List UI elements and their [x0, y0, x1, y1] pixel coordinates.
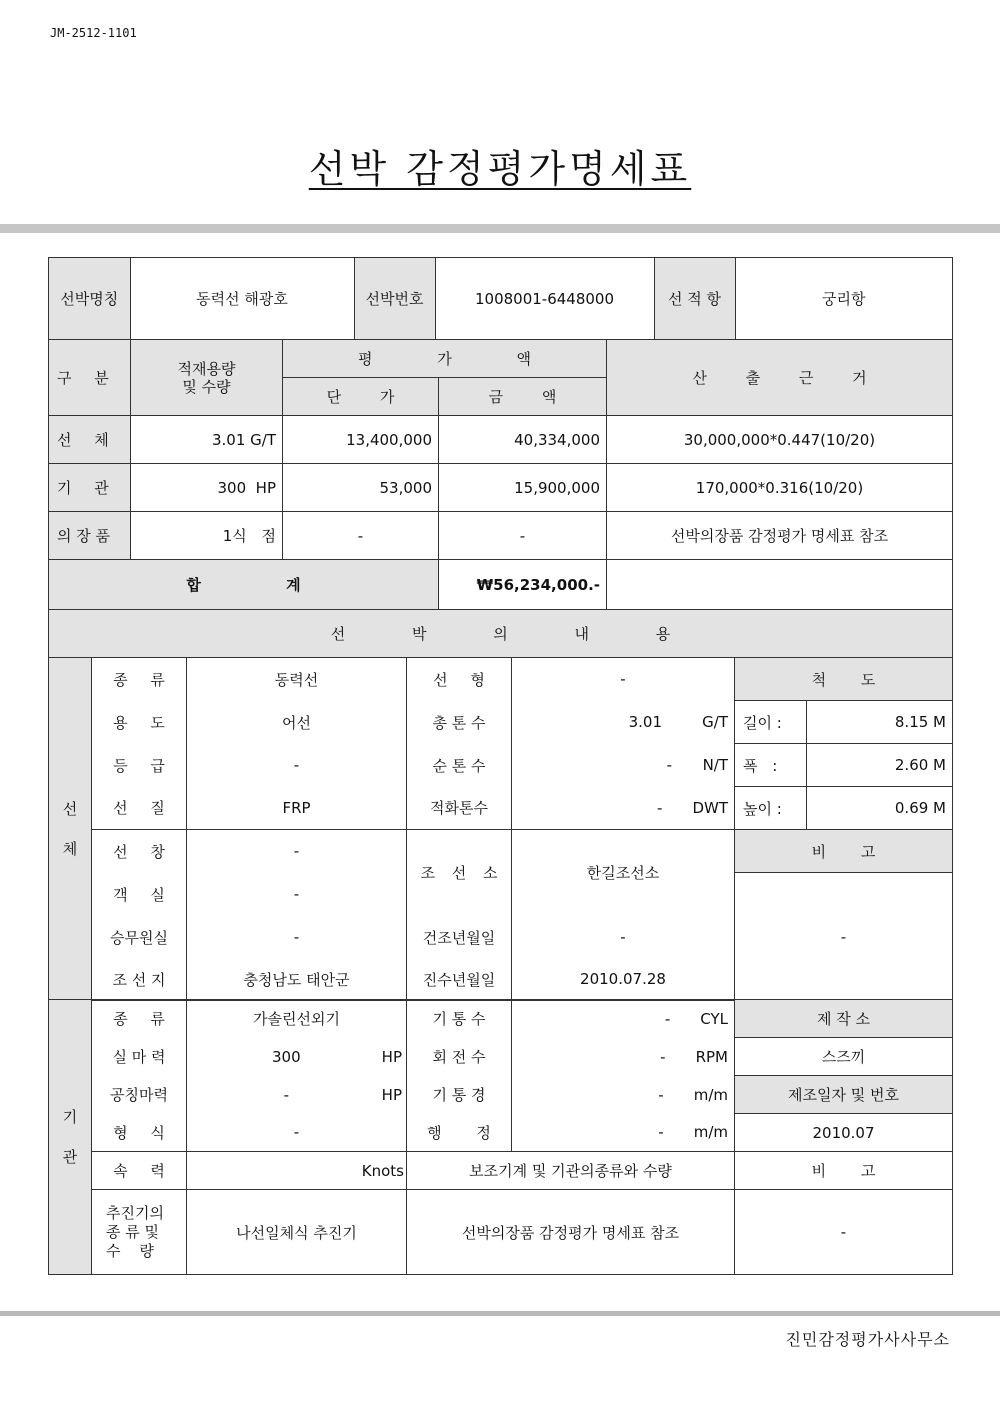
rpm-label: 회 전 수 — [407, 1038, 512, 1076]
engine-qty: 300 HP — [131, 464, 283, 512]
crew-value: - — [187, 916, 407, 959]
power-label: 실 마 력 — [92, 1038, 187, 1076]
stroke-value: - — [658, 1123, 664, 1142]
bore-value: - — [658, 1085, 664, 1104]
hull-amount: 40,334,000 — [439, 416, 607, 464]
office-name: 진민감정평가사사무소 — [785, 1330, 950, 1349]
rated-unit: HP — [381, 1085, 402, 1104]
vessel-name: 동력선 해광호 — [130, 258, 354, 339]
engine-remarks: - — [735, 1190, 953, 1275]
fittings-unit-price: - — [283, 512, 439, 560]
header-amount: 금 액 — [439, 378, 607, 416]
engine-basis: 170,000*0.316(10/20) — [607, 464, 953, 512]
rated-value: - — [283, 1085, 290, 1104]
engine-type-label: 종 류 — [92, 1000, 187, 1038]
speed-label: 속 력 — [92, 1152, 187, 1190]
bottom-divider — [0, 1311, 1000, 1316]
net-cell — [512, 744, 735, 787]
form-label: 형 식 — [92, 1114, 187, 1152]
vessel-no-label: 선박번호 — [354, 258, 435, 339]
cabin-value: - — [187, 873, 407, 916]
document-id: JM-2512-1101 — [50, 26, 137, 40]
vessel-no: 1008001-6448000 — [435, 258, 654, 339]
gross-cell — [512, 701, 735, 744]
width-value: 2.60 M — [807, 744, 953, 787]
power-cell — [187, 1038, 407, 1076]
power-unit: HP — [381, 1047, 402, 1066]
date-no-value: 2010.07 — [735, 1114, 953, 1152]
shape-value: - — [512, 658, 735, 701]
top-divider — [0, 224, 1000, 233]
net-value: - — [666, 756, 672, 774]
total-blank — [607, 560, 953, 610]
row-label-engine: 기 관 — [49, 464, 131, 512]
port: 궁리항 — [735, 258, 952, 339]
material-label: 선 질 — [92, 787, 187, 830]
header-value: 평 가 액 — [283, 340, 607, 378]
engine-remarks-header: 비 고 — [735, 1152, 953, 1190]
grade-value: - — [187, 744, 407, 787]
site-value: 충청남도 태안군 — [187, 959, 407, 1001]
use-value: 어선 — [187, 701, 407, 744]
grade-label: 등 급 — [92, 744, 187, 787]
aux-value: 선박의장품 감정평가 명세표 참조 — [407, 1190, 735, 1275]
total-amount: ₩56,234,000.- — [439, 560, 607, 610]
page-title-text: 선박 감정평가명세표 — [308, 147, 692, 191]
hull-unit-price: 13,400,000 — [283, 416, 439, 464]
header-basis: 산 출 근 거 — [607, 340, 953, 416]
valuation-summary-table — [48, 257, 953, 658]
form-value: - — [187, 1114, 407, 1152]
bridge-value: - — [187, 830, 407, 873]
speed-unit: Knots — [187, 1152, 407, 1190]
gross-label: 총 톤 수 — [407, 701, 512, 744]
details-header: 선 박 의 내 용 — [49, 610, 953, 658]
hull-group-label: 선 체 — [49, 658, 92, 1001]
bore-unit: m/m — [693, 1085, 728, 1104]
cyl-cell — [512, 1000, 735, 1038]
total-label: 합 계 — [49, 560, 439, 610]
stroke-label: 행 정 — [407, 1114, 512, 1152]
width-label: 폭 : — [735, 744, 807, 787]
dwt-label: 적화톤수 — [407, 787, 512, 830]
date-no-header: 제조일자 및 번호 — [735, 1076, 953, 1114]
net-label: 순 톤 수 — [407, 744, 512, 787]
header-capacity: 적재용량 및 수량 — [131, 340, 283, 416]
stroke-cell — [512, 1114, 735, 1152]
fittings-qty: 1식 점 — [131, 512, 283, 560]
header-category: 구 분 — [49, 340, 131, 416]
net-unit: N/T — [702, 756, 728, 774]
rated-cell — [187, 1076, 407, 1114]
hull-basis: 30,000,000*0.447(10/20) — [607, 416, 953, 464]
cyl-label: 기 통 수 — [407, 1000, 512, 1038]
rpm-unit: RPM — [695, 1047, 728, 1066]
cyl-unit: CYL — [700, 1009, 728, 1028]
dwt-unit: DWT — [692, 798, 728, 817]
row-label-fittings: 의 장 품 — [49, 512, 131, 560]
length-value: 8.15 M — [807, 701, 953, 744]
type-label: 종 류 — [92, 658, 187, 701]
rated-label: 공칭마력 — [92, 1076, 187, 1114]
bore-label: 기 통 경 — [407, 1076, 512, 1114]
rpm-cell — [512, 1038, 735, 1076]
launch-label: 진수년월일 — [407, 959, 512, 1001]
hull-qty: 3.01 G/T — [131, 416, 283, 464]
port-label: 선 적 항 — [654, 258, 735, 339]
table-row — [49, 416, 953, 464]
engine-type-value: 가솔린선외기 — [187, 1000, 407, 1038]
shape-label: 선 형 — [407, 658, 512, 701]
bore-cell — [512, 1076, 735, 1114]
use-label: 용 도 — [92, 701, 187, 744]
row-label-hull: 선 체 — [49, 416, 131, 464]
maker-value: 스즈끼 — [735, 1038, 953, 1076]
table-row — [49, 512, 953, 560]
bridge-label: 선 창 — [92, 830, 187, 873]
site-label: 조 선 지 — [92, 959, 187, 1001]
type-value: 동력선 — [187, 658, 407, 701]
engine-amount: 15,900,000 — [439, 464, 607, 512]
engine-unit-price: 53,000 — [283, 464, 439, 512]
dimensions-header: 척 도 — [735, 658, 953, 701]
dwt-cell — [512, 787, 735, 830]
fittings-amount: - — [439, 512, 607, 560]
launch-value: 2010.07.28 — [512, 959, 735, 1001]
cyl-value: - — [664, 1009, 671, 1028]
propulsion-value: 나선일체식 추진기 — [187, 1190, 407, 1275]
vessel-info-row — [49, 258, 953, 340]
stroke-unit: m/m — [693, 1123, 728, 1142]
page-title — [0, 138, 1000, 193]
length-label: 길이 : — [735, 701, 807, 744]
height-label: 높이 : — [735, 787, 807, 830]
aux-header: 보조기계 및 기관의종류와 수량 — [407, 1152, 735, 1190]
engine-details-table — [48, 999, 953, 1275]
gross-value: 3.01 — [628, 713, 662, 731]
material-value: FRP — [187, 787, 407, 830]
vessel-name-label: 선박명칭 — [49, 258, 130, 339]
height-value: 0.69 M — [807, 787, 953, 830]
rpm-value: - — [660, 1047, 666, 1066]
maker-header: 제 작 소 — [735, 1000, 953, 1038]
fittings-basis: 선박의장품 감정평가 명세표 참조 — [607, 512, 953, 560]
cabin-label: 객 실 — [92, 873, 187, 916]
engine-group-label: 기 관 — [49, 1000, 92, 1275]
gross-unit: G/T — [702, 713, 728, 731]
table-row — [49, 464, 953, 512]
build-date-value: - — [512, 916, 735, 959]
vessel-info-inner — [49, 258, 952, 339]
propulsion-label: 추진기의 종 류 및 수 량 — [92, 1190, 187, 1275]
hull-details-table — [48, 657, 953, 1001]
builder-label: 조 선 소 — [407, 830, 512, 916]
hull-remarks: - — [735, 873, 953, 1001]
power-value: 300 — [272, 1047, 301, 1066]
build-date-label: 건조년월일 — [407, 916, 512, 959]
crew-label: 승무원실 — [92, 916, 187, 959]
header-unit-price: 단 가 — [283, 378, 439, 416]
hull-remarks-header: 비 고 — [735, 830, 953, 873]
dwt-value: - — [657, 798, 663, 817]
total-row — [49, 560, 953, 610]
builder-value: 한길조선소 — [512, 830, 735, 916]
